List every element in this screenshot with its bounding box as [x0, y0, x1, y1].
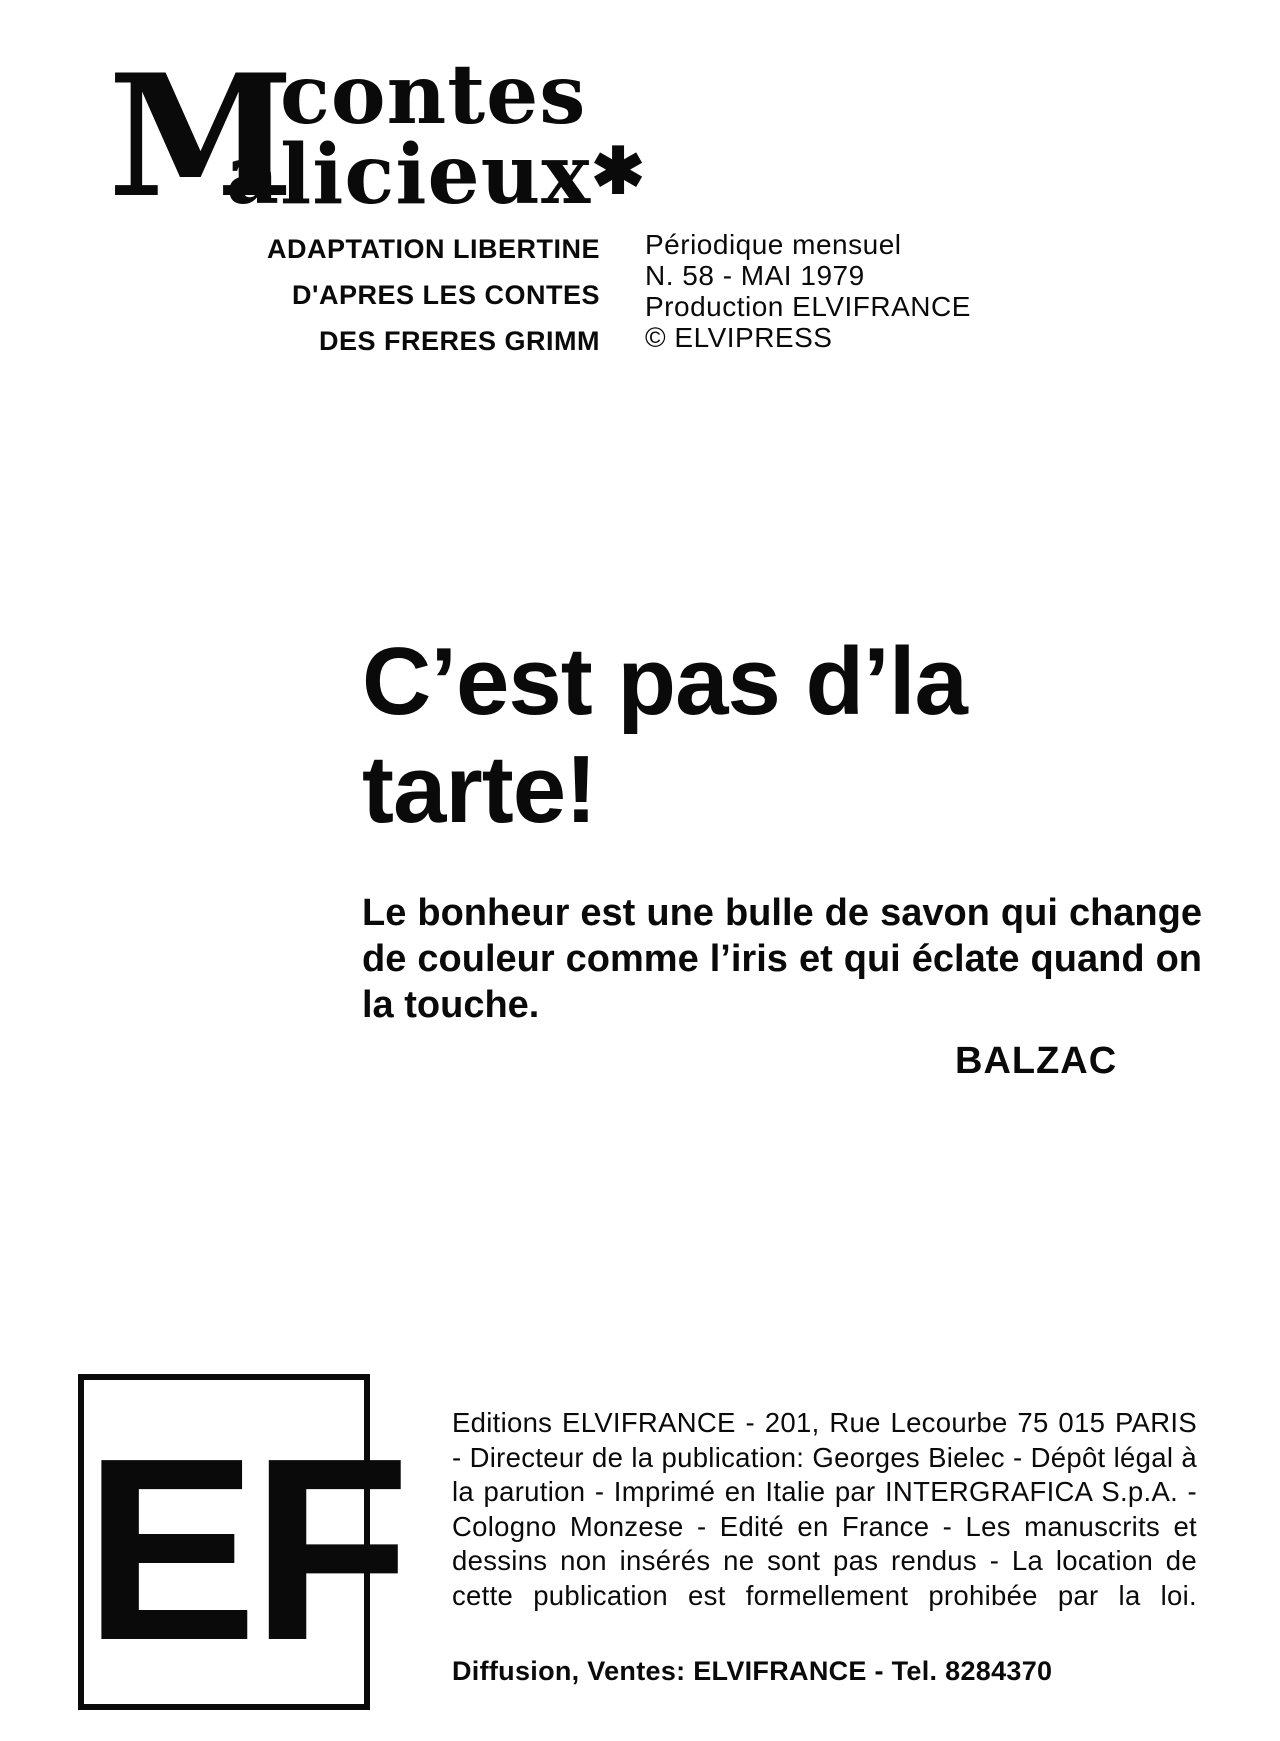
logo-word-malicieux: [226, 127, 646, 223]
publisher-logo-box: [78, 1374, 405, 1710]
subtitle-line-1: ADAPTATION LIBERTINE: [267, 234, 600, 264]
story-title: [362, 628, 967, 844]
logo-star-icon: ✱: [591, 134, 646, 209]
logo-word-malicieux-text: alicieux: [226, 127, 592, 223]
epigraph-quote: Le bonheur est une bulle de savon qui change de couleur comme l’iris et qui éclate quand on la touche.: [362, 892, 1202, 1026]
subtitle-block: [267, 226, 600, 364]
subtitle-line-3: DES FRERES GRIMM: [318, 326, 600, 356]
logo-word-contes: contes: [280, 47, 587, 143]
copyright-notice: © ELVIPRESS: [645, 322, 833, 353]
diffusion-contact: Diffusion, Ventes: ELVIFRANCE - Tel. 8284370: [452, 1656, 1053, 1686]
subtitle-line-2: D'APRES LES CONTES: [292, 280, 600, 310]
legal-notice: Editions ELVIFRANCE - 201, Rue Lecourbe 75 015 PARIS - Directeur de la publication: Georges Bielec - Dépôt légal à la parution - Imprimé en Italie par INTERGRAFICA S.p.A. - Cologno Monzese - Edité en France - Les manuscrits et dessins non insérés ne sont pas rendus - La location de cette publication est formellement prohibée par la loi.: [452, 1407, 1197, 1611]
logo-initial: M: [108, 37, 294, 235]
story-title-line-2: tarte!: [362, 736, 597, 843]
story-title-line-1: C’est pas d’la: [362, 628, 967, 735]
issue-number: N. 58 - MAI 1979: [645, 260, 865, 291]
publication-frequency: Périodique mensuel: [645, 229, 902, 260]
publisher-logo-text: EF: [84, 1405, 405, 1695]
publication-info: [645, 229, 971, 353]
quote-author: BALZAC: [955, 1040, 1118, 1082]
production-credit: Production ELVIFRANCE: [645, 291, 971, 322]
magazine-logo: [108, 37, 646, 235]
